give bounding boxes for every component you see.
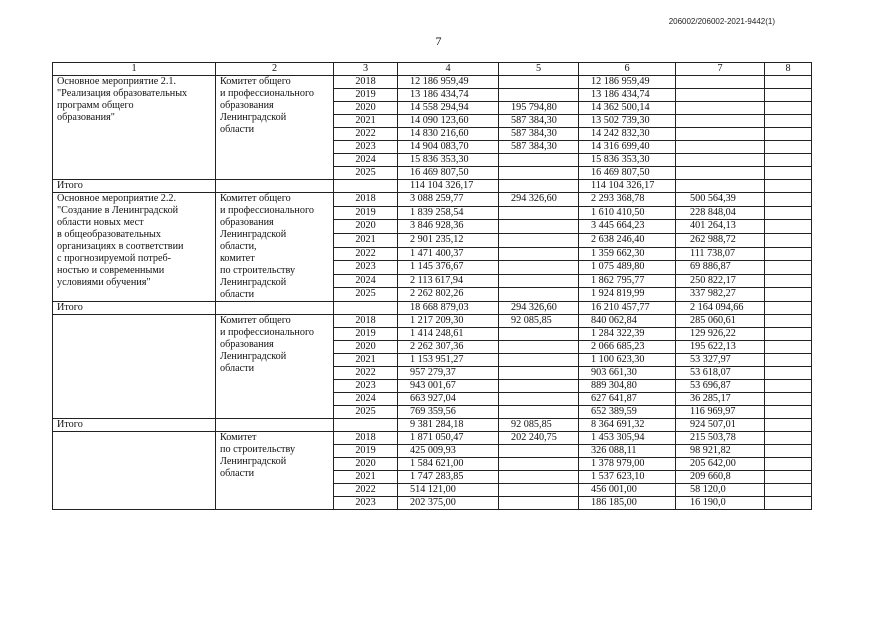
- federal-amount-cell: 587 384,30: [499, 141, 579, 154]
- federal-amount-cell: [499, 261, 579, 275]
- total-amount-cell: 1 414 248,61: [398, 328, 499, 341]
- federal-amount-cell: [499, 233, 579, 247]
- total-amount-cell: 14 904 083,70: [398, 141, 499, 154]
- executor-cell: Комитет общего и профессионального образования Ленинградской области, комитет по строительству Ленинградской области: [216, 193, 334, 302]
- local-amount-cell: 53 618,07: [676, 367, 765, 380]
- regional-amount-cell: 13 186 434,74: [579, 89, 676, 102]
- regional-amount-cell: 1 610 410,50: [579, 206, 676, 220]
- regional-amount-cell: 186 185,00: [579, 497, 676, 510]
- total-amount-cell: 15 836 353,30: [398, 154, 499, 167]
- local-amount-cell: 228 848,04: [676, 206, 765, 220]
- total-amount-cell: 14 558 294,94: [398, 102, 499, 115]
- local-amount-cell: [676, 180, 765, 193]
- year-cell: 2024: [334, 274, 398, 288]
- other-amount-cell: [765, 471, 812, 484]
- year-cell: 2023: [334, 497, 398, 510]
- total-amount-cell: 2 262 802,26: [398, 288, 499, 302]
- local-amount-cell: 36 285,17: [676, 393, 765, 406]
- other-amount-cell: [765, 328, 812, 341]
- year-cell: 2020: [334, 341, 398, 354]
- year-cell: 2025: [334, 406, 398, 419]
- total-amount-cell: 1 153 951,27: [398, 354, 499, 367]
- regional-amount-cell: 114 104 326,17: [579, 180, 676, 193]
- federal-amount-cell: [499, 341, 579, 354]
- year-cell: 2021: [334, 354, 398, 367]
- federal-amount-cell: 294 326,60: [499, 302, 579, 315]
- year-cell: 2020: [334, 458, 398, 471]
- year-cell: 2022: [334, 128, 398, 141]
- column-header: 7: [676, 63, 765, 76]
- other-amount-cell: [765, 406, 812, 419]
- local-amount-cell: 16 190,0: [676, 497, 765, 510]
- regional-amount-cell: 8 364 691,32: [579, 419, 676, 432]
- year-cell: 2021: [334, 471, 398, 484]
- year-cell: 2018: [334, 432, 398, 445]
- local-amount-cell: 58 120,0: [676, 484, 765, 497]
- total-amount-cell: 2 901 235,12: [398, 233, 499, 247]
- regional-amount-cell: 14 362 500,14: [579, 102, 676, 115]
- local-amount-cell: [676, 89, 765, 102]
- federal-amount-cell: [499, 354, 579, 367]
- total-amount-cell: 202 375,00: [398, 497, 499, 510]
- local-amount-cell: 53 327,97: [676, 354, 765, 367]
- year-cell: 2019: [334, 89, 398, 102]
- measure-name-cell: Основное мероприятие 2.1. "Реализация образовательных программ общего образования": [53, 76, 216, 180]
- regional-amount-cell: 15 836 353,30: [579, 154, 676, 167]
- total-row: [53, 419, 812, 432]
- total-amount-cell: 18 668 879,03: [398, 302, 499, 315]
- other-amount-cell: [765, 76, 812, 89]
- regional-amount-cell: 627 641,87: [579, 393, 676, 406]
- federal-amount-cell: [499, 445, 579, 458]
- federal-amount-cell: [499, 76, 579, 89]
- regional-amount-cell: 3 445 664,23: [579, 220, 676, 234]
- local-amount-cell: 401 264,13: [676, 220, 765, 234]
- other-amount-cell: [765, 341, 812, 354]
- other-amount-cell: [765, 261, 812, 275]
- federal-amount-cell: 587 384,30: [499, 115, 579, 128]
- federal-amount-cell: [499, 458, 579, 471]
- other-amount-cell: [765, 193, 812, 207]
- regional-amount-cell: 14 316 699,40: [579, 141, 676, 154]
- local-amount-cell: 205 642,00: [676, 458, 765, 471]
- year-cell: 2024: [334, 154, 398, 167]
- regional-amount-cell: 2 638 246,40: [579, 233, 676, 247]
- total-amount-cell: 2 262 307,36: [398, 341, 499, 354]
- total-amount-cell: 1 145 376,67: [398, 261, 499, 275]
- local-amount-cell: [676, 141, 765, 154]
- year-cell: 2018: [334, 315, 398, 328]
- total-amount-cell: 16 469 807,50: [398, 167, 499, 180]
- document-number: 206002/206002-2021-9442(1): [668, 17, 775, 26]
- total-amount-cell: 14 090 123,60: [398, 115, 499, 128]
- regional-amount-cell: 2 293 368,78: [579, 193, 676, 207]
- local-amount-cell: 98 921,82: [676, 445, 765, 458]
- federal-amount-cell: 92 085,85: [499, 419, 579, 432]
- total-executor-cell: [216, 180, 334, 193]
- year-cell: 2019: [334, 328, 398, 341]
- local-amount-cell: 129 926,22: [676, 328, 765, 341]
- regional-amount-cell: 16 210 457,77: [579, 302, 676, 315]
- total-year-cell: [334, 419, 398, 432]
- local-amount-cell: 215 503,78: [676, 432, 765, 445]
- total-amount-cell: 1 839 258,54: [398, 206, 499, 220]
- column-header: 4: [398, 63, 499, 76]
- regional-amount-cell: 13 502 739,30: [579, 115, 676, 128]
- total-amount-cell: 3 088 259,77: [398, 193, 499, 207]
- other-amount-cell: [765, 445, 812, 458]
- other-amount-cell: [765, 180, 812, 193]
- local-amount-cell: 2 164 094,66: [676, 302, 765, 315]
- local-amount-cell: 209 660,8: [676, 471, 765, 484]
- year-cell: 2018: [334, 76, 398, 89]
- local-amount-cell: [676, 115, 765, 128]
- regional-amount-cell: 2 066 685,23: [579, 341, 676, 354]
- total-amount-cell: 1 471 400,37: [398, 247, 499, 261]
- table-row: [53, 432, 812, 445]
- other-amount-cell: [765, 432, 812, 445]
- local-amount-cell: [676, 154, 765, 167]
- regional-amount-cell: 456 001,00: [579, 484, 676, 497]
- other-amount-cell: [765, 206, 812, 220]
- other-amount-cell: [765, 367, 812, 380]
- other-amount-cell: [765, 141, 812, 154]
- year-cell: 2023: [334, 380, 398, 393]
- total-amount-cell: 12 186 959,49: [398, 76, 499, 89]
- regional-amount-cell: 1 284 322,39: [579, 328, 676, 341]
- local-amount-cell: 116 969,97: [676, 406, 765, 419]
- executor-cell: Комитет общего и профессионального образования Ленинградской области: [216, 76, 334, 180]
- total-label-cell: Итого: [53, 302, 216, 315]
- total-year-cell: [334, 302, 398, 315]
- total-executor-cell: [216, 419, 334, 432]
- year-cell: 2024: [334, 393, 398, 406]
- total-amount-cell: 769 359,56: [398, 406, 499, 419]
- year-cell: 2023: [334, 141, 398, 154]
- federal-amount-cell: [499, 220, 579, 234]
- total-year-cell: [334, 180, 398, 193]
- federal-amount-cell: [499, 380, 579, 393]
- total-amount-cell: 1 584 621,00: [398, 458, 499, 471]
- local-amount-cell: 262 988,72: [676, 233, 765, 247]
- federal-amount-cell: [499, 180, 579, 193]
- table-body: [53, 63, 812, 510]
- local-amount-cell: 69 886,87: [676, 261, 765, 275]
- total-amount-cell: 425 009,93: [398, 445, 499, 458]
- total-amount-cell: 1 871 050,47: [398, 432, 499, 445]
- other-amount-cell: [765, 167, 812, 180]
- federal-amount-cell: [499, 393, 579, 406]
- regional-amount-cell: 1 378 979,00: [579, 458, 676, 471]
- budget-table: [52, 62, 812, 510]
- other-amount-cell: [765, 380, 812, 393]
- other-amount-cell: [765, 115, 812, 128]
- regional-amount-cell: 14 242 832,30: [579, 128, 676, 141]
- federal-amount-cell: [499, 274, 579, 288]
- measure-name-cell: [53, 315, 216, 419]
- federal-amount-cell: [499, 406, 579, 419]
- year-cell: 2023: [334, 261, 398, 275]
- year-cell: 2022: [334, 367, 398, 380]
- column-header: 1: [53, 63, 216, 76]
- local-amount-cell: 337 982,27: [676, 288, 765, 302]
- year-cell: 2020: [334, 220, 398, 234]
- total-amount-cell: 943 001,67: [398, 380, 499, 393]
- federal-amount-cell: [499, 154, 579, 167]
- total-amount-cell: 1 217 209,30: [398, 315, 499, 328]
- total-amount-cell: 2 113 617,94: [398, 274, 499, 288]
- other-amount-cell: [765, 497, 812, 510]
- column-header: 2: [216, 63, 334, 76]
- regional-amount-cell: 1 862 795,77: [579, 274, 676, 288]
- header-row: [53, 63, 812, 76]
- federal-amount-cell: [499, 247, 579, 261]
- total-amount-cell: 114 104 326,17: [398, 180, 499, 193]
- regional-amount-cell: 903 661,30: [579, 367, 676, 380]
- page-number: 7: [435, 34, 442, 48]
- year-cell: 2025: [334, 288, 398, 302]
- local-amount-cell: [676, 128, 765, 141]
- table-row: [53, 315, 812, 328]
- other-amount-cell: [765, 274, 812, 288]
- year-cell: 2020: [334, 102, 398, 115]
- federal-amount-cell: [499, 288, 579, 302]
- other-amount-cell: [765, 419, 812, 432]
- column-header: 8: [765, 63, 812, 76]
- table-row: [53, 76, 812, 89]
- regional-amount-cell: 16 469 807,50: [579, 167, 676, 180]
- total-amount-cell: 957 279,37: [398, 367, 499, 380]
- local-amount-cell: [676, 102, 765, 115]
- other-amount-cell: [765, 220, 812, 234]
- local-amount-cell: 500 564,39: [676, 193, 765, 207]
- total-label-cell: Итого: [53, 419, 216, 432]
- regional-amount-cell: 1 359 662,30: [579, 247, 676, 261]
- regional-amount-cell: 652 389,59: [579, 406, 676, 419]
- federal-amount-cell: [499, 367, 579, 380]
- federal-amount-cell: [499, 206, 579, 220]
- other-amount-cell: [765, 354, 812, 367]
- local-amount-cell: 285 060,61: [676, 315, 765, 328]
- federal-amount-cell: 92 085,85: [499, 315, 579, 328]
- year-cell: 2019: [334, 445, 398, 458]
- other-amount-cell: [765, 288, 812, 302]
- column-header: 5: [499, 63, 579, 76]
- other-amount-cell: [765, 302, 812, 315]
- total-amount-cell: 9 381 284,18: [398, 419, 499, 432]
- other-amount-cell: [765, 102, 812, 115]
- other-amount-cell: [765, 233, 812, 247]
- year-cell: 2025: [334, 167, 398, 180]
- other-amount-cell: [765, 458, 812, 471]
- regional-amount-cell: 326 088,11: [579, 445, 676, 458]
- federal-amount-cell: 195 794,80: [499, 102, 579, 115]
- regional-amount-cell: 1 537 623,10: [579, 471, 676, 484]
- total-amount-cell: 3 846 928,36: [398, 220, 499, 234]
- other-amount-cell: [765, 393, 812, 406]
- regional-amount-cell: 1 453 305,94: [579, 432, 676, 445]
- other-amount-cell: [765, 484, 812, 497]
- federal-amount-cell: 294 326,60: [499, 193, 579, 207]
- total-amount-cell: 1 747 283,85: [398, 471, 499, 484]
- local-amount-cell: [676, 76, 765, 89]
- measure-name-cell: Основное мероприятие 2.2. "Создание в Ленинградской области новых мест в общеобразовательных организациях в соответствии с прогнозируемой потреб- ностью и современными условиями обучения": [53, 193, 216, 302]
- total-amount-cell: 13 186 434,74: [398, 89, 499, 102]
- total-label-cell: Итого: [53, 180, 216, 193]
- regional-amount-cell: 889 304,80: [579, 380, 676, 393]
- federal-amount-cell: [499, 484, 579, 497]
- total-amount-cell: 514 121,00: [398, 484, 499, 497]
- total-amount-cell: 663 927,04: [398, 393, 499, 406]
- year-cell: 2022: [334, 484, 398, 497]
- federal-amount-cell: 202 240,75: [499, 432, 579, 445]
- local-amount-cell: 924 507,01: [676, 419, 765, 432]
- executor-cell: Комитет по строительству Ленинградской области: [216, 432, 334, 510]
- column-header: 6: [579, 63, 676, 76]
- other-amount-cell: [765, 247, 812, 261]
- regional-amount-cell: 12 186 959,49: [579, 76, 676, 89]
- regional-amount-cell: 840 062,84: [579, 315, 676, 328]
- other-amount-cell: [765, 315, 812, 328]
- local-amount-cell: 250 822,17: [676, 274, 765, 288]
- total-executor-cell: [216, 302, 334, 315]
- federal-amount-cell: [499, 89, 579, 102]
- local-amount-cell: 195 622,13: [676, 341, 765, 354]
- federal-amount-cell: 587 384,30: [499, 128, 579, 141]
- total-amount-cell: 14 830 216,60: [398, 128, 499, 141]
- regional-amount-cell: 1 100 623,30: [579, 354, 676, 367]
- federal-amount-cell: [499, 328, 579, 341]
- measure-name-cell: [53, 432, 216, 510]
- local-amount-cell: 111 738,07: [676, 247, 765, 261]
- other-amount-cell: [765, 89, 812, 102]
- year-cell: 2022: [334, 247, 398, 261]
- federal-amount-cell: [499, 497, 579, 510]
- local-amount-cell: [676, 167, 765, 180]
- table-row: [53, 193, 812, 207]
- regional-amount-cell: 1 075 489,80: [579, 261, 676, 275]
- total-row: [53, 180, 812, 193]
- federal-amount-cell: [499, 167, 579, 180]
- column-header: 3: [334, 63, 398, 76]
- executor-cell: Комитет общего и профессионального образования Ленинградской области: [216, 315, 334, 419]
- other-amount-cell: [765, 128, 812, 141]
- other-amount-cell: [765, 154, 812, 167]
- total-row: [53, 302, 812, 315]
- local-amount-cell: 53 696,87: [676, 380, 765, 393]
- year-cell: 2021: [334, 115, 398, 128]
- year-cell: 2018: [334, 193, 398, 207]
- regional-amount-cell: 1 924 819,99: [579, 288, 676, 302]
- year-cell: 2021: [334, 233, 398, 247]
- year-cell: 2019: [334, 206, 398, 220]
- federal-amount-cell: [499, 471, 579, 484]
